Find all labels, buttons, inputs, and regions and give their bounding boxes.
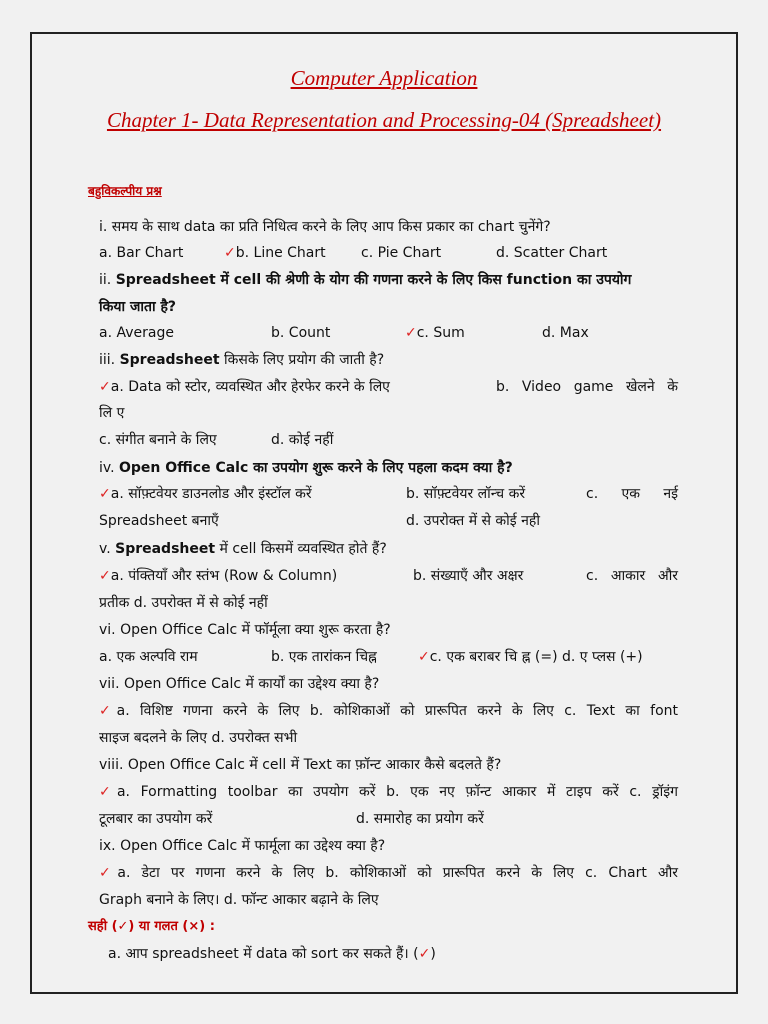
q1-option-c: c. Pie Chart — [361, 245, 442, 261]
q5-option-c-cont: प्रतीक d. उपरोक्त में से कोई नहीं — [99, 595, 268, 611]
tick-icon: ✓ — [418, 649, 430, 665]
tick-icon: ✓ — [99, 865, 118, 881]
tick-icon: ✓ — [418, 946, 431, 962]
q3-option-a: ✓a. Data को स्टोर, व्यवस्थित और हेरफेर करने के लिए — [99, 379, 390, 395]
question-9: ix. Open Office Calc में फार्मूला का उद्देश्य क्या है? — [99, 838, 386, 854]
q8-options: ✓a. Formatting toolbar का उपयोग करें b. एक नए फ़ॉन्ट आकार में टाइप करें c. ड्रॉइंग — [99, 784, 678, 800]
q3-option-c: c. संगीत बनाने के लिए — [99, 432, 217, 448]
q4-option-d: d. उपरोक्त में से कोई नही — [406, 513, 540, 529]
q4-option-a: ✓a. सॉफ़्टवेयर डाउनलोड और इंस्टॉल करें — [99, 486, 312, 502]
q3-option-b-cont: लि ए — [99, 405, 125, 421]
q9-options: ✓a. डेटा पर गणना करने के लिए b. कोशिकाओं को प्रारूपित करने के लिए c. Chart और — [99, 865, 678, 881]
question-7: vii. Open Office Calc में कार्यों का उद्देश्य क्या है? — [99, 676, 380, 692]
q5-option-a: ✓a. पंक्तियाँ और स्तंभ (Row & Column) — [99, 568, 338, 584]
tick-icon: ✓ — [99, 379, 111, 395]
tick-icon: ✓ — [99, 568, 111, 584]
question-5: v. Spreadsheet में cell किसमें व्यवस्थित होते हैं? — [99, 541, 387, 557]
q3-option-d: d. कोई नहीं — [271, 432, 334, 448]
mcq-heading: बहुविकल्पीय प्रश्न — [88, 184, 162, 198]
tick-icon: ✓ — [99, 784, 117, 800]
q5-option-c: c. आकार और — [586, 568, 678, 584]
q2-option-d: d. Max — [542, 325, 589, 341]
q1-option-a: a. Bar Chart — [99, 245, 184, 261]
q6-option-b: b. एक तारांकन चिह्न — [271, 649, 377, 665]
q6-option-c: ✓c. एक बराबर चि ह्न (=) d. ए प्लस (+) — [418, 649, 643, 665]
question-3: iii. Spreadsheet किसके लिए प्रयोग की जाती है? — [99, 352, 385, 368]
page-title: Computer Application — [290, 66, 478, 90]
q9-options-cont: Graph बनाने के लिए। d. फॉन्ट आकार बढ़ाने के लिए — [99, 892, 379, 908]
q3-option-b: b. Video game खेलने के — [496, 379, 678, 395]
question-6: vi. Open Office Calc में फॉर्मूला क्या शुरू करता है? — [99, 622, 391, 638]
q4-option-c-cont: Spreadsheet बनाएँ — [99, 513, 219, 529]
q2-option-b: b. Count — [271, 325, 331, 341]
question-4: iv. Open Office Calc का उपयोग शुरू करने के लिए पहला कदम क्या है? — [99, 460, 513, 476]
tf-item-a: a. आप spreadsheet में data को sort कर सकते हैं। (✓) — [108, 946, 436, 962]
tick-icon: ✓ — [405, 325, 417, 341]
q7-options-cont: साइज बदलने के लिए d. उपरोक्त सभी — [99, 730, 298, 746]
question-8: viii. Open Office Calc में cell में Text का फ़ॉन्ट आकार कैसे बदलते हैं? — [99, 757, 502, 773]
tick-icon: ✓ — [99, 703, 117, 719]
q4-option-c: c. एक नई — [586, 486, 678, 502]
question-1: i. समय के साथ data का प्रति निधित्व करने के लिए आप किस प्रकार का chart चुनेंगे? — [99, 219, 551, 235]
tick-icon: ✓ — [99, 486, 111, 502]
q2-option-a: a. Average — [99, 325, 174, 341]
q7-options: ✓a. विशिष्ट गणना करने के लिए b. कोशिकाओं को प्रारूपित करने के लिए c. Text का font — [99, 703, 679, 719]
question-2-cont: किया जाता है? — [99, 299, 177, 315]
question-2: ii. Spreadsheet में cell की श्रेणी के योग की गणना करने के लिए किस function का उपयोग — [99, 272, 632, 288]
chapter-subtitle: Chapter 1- Data Representation and Processing-04 (Spreadsheet) — [106, 108, 662, 132]
q2-option-c: ✓c. Sum — [405, 325, 465, 341]
q5-option-b: b. संख्याएँ और अक्षर — [413, 568, 524, 584]
q4-option-b: b. सॉफ़्टवेयर लॉन्च करें — [406, 486, 526, 502]
true-false-heading: सही (✓) या गलत (×) : — [88, 919, 215, 934]
q8-options-cont: टूलबार का उपयोग करें — [99, 811, 213, 827]
q1-option-b: ✓b. Line Chart — [224, 245, 326, 261]
q1-option-d: d. Scatter Chart — [496, 245, 608, 261]
q8-option-d: d. समारोह का प्रयोग करें — [356, 811, 484, 827]
q6-option-a: a. एक अल्पवि राम — [99, 649, 198, 665]
tick-icon: ✓ — [224, 245, 236, 261]
